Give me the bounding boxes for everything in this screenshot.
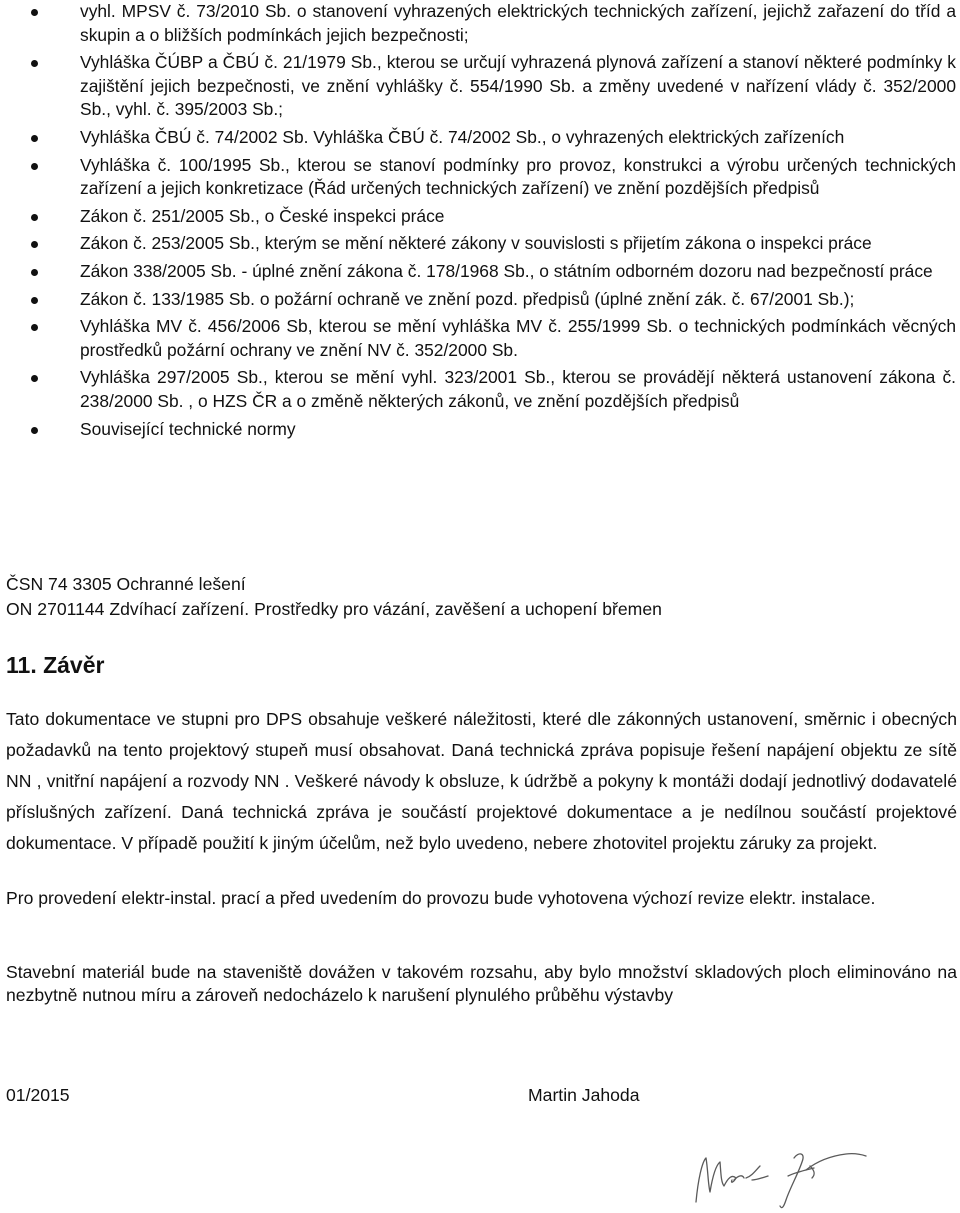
list-item-text: Vyhláška MV č. 456/2006 Sb, kterou se mění vyhláška MV č. 255/1999 Sb. o technických podmínkách věcných prostředků požární ochrany ve znění NV č. 352/2000 Sb. (80, 316, 956, 360)
list-item (0, 260, 960, 284)
standard-line: ČSN 74 3305 Ochranné lešení (6, 574, 246, 594)
bullet-icon (31, 60, 38, 67)
bullet-icon (31, 427, 38, 434)
bullet-icon (31, 297, 38, 304)
list-item-text: Vyhláška č. 100/1995 Sb., kterou se stanoví podmínky pro provoz, konstrukci a výrobu určených technických zařízení a jejich konkretizace (Řád určených technických zařízení) ve znění pozdějších předpisů (80, 154, 956, 199)
list-item-text: Zákon č. 133/1985 Sb. o požární ochraně ve znění pozd. předpisů (úplné znění zák. č. 67/2001 Sb.); (80, 288, 855, 309)
section-heading: 11. Závěr (6, 652, 105, 678)
list-item (0, 154, 960, 201)
list-item (0, 315, 960, 362)
list-item-text: Související technické normy (80, 418, 296, 439)
conclusion-paragraph: Stavební materiál bude na staveniště dovážen v takovém rozsahu, aby bylo množství skladových ploch eliminováno na nezbytně nutnou míru a zároveň nedocházelo k narušení plynulého průběhu výstavby (6, 962, 957, 1005)
standard-line: ON 2701144 Zdvíhací zařízení. Prostředky pro vázání, zavěšení a uchopení břemen (6, 599, 662, 619)
list-item (0, 288, 960, 312)
conclusion-paragraph: Tato dokumentace ve stupni pro DPS obsahuje veškeré náležitosti, které dle zákonných ustanovení, směrnic i obecných požadavků na tento projektový stupeň musí obsahovat. Daná technická zpráva popisuje řešení napájení objektu ze sítě NN , vnitřní napájení a rozvody NN . Veškeré návody k obsluze, k údržbě a pokyny k montáži dodají jednotlivý dodavatelé příslušných zařízení. Daná technická zpráva je součástí projektové dokumentace a je nedílnou součástí projektové dokumentace. V případě použití k jiným účelům, než bylo uvedeno, nebere zhotovitel projektu záruky za projekt. (6, 709, 957, 853)
bullet-icon (31, 135, 38, 142)
list-item (0, 51, 960, 122)
signature-image (690, 1140, 890, 1212)
list-item-text: vyhl. MPSV č. 73/2010 Sb. o stanovení vyhrazených elektrických technických zařízení, jejichž zařazení do tříd a skupin a o bližších podmínkách jejich bezpečnosti; (80, 1, 956, 45)
list-item-text: Zákon č. 251/2005 Sb., o České inspekci práce (80, 205, 445, 226)
conclusion-paragraph: Pro provedení elektr-instal. prací a před uvedením do provozu bude vyhotovena výchozí revize elektr. instalace. (6, 888, 876, 908)
list-item (0, 418, 960, 442)
list-item (0, 366, 960, 413)
bullet-icon (31, 269, 38, 276)
list-item-text: Vyhláška ČBÚ č. 74/2002 Sb. Vyhláška ČBÚ č. 74/2002 Sb., o vyhrazených elektrických zařízeních (80, 126, 845, 147)
list-item-text: Vyhláška 297/2005 Sb., kterou se mění vyhl. 323/2001 Sb., kterou se provádějí některá ustanovení zákona č. 238/2000 Sb. , o HZS ČR a o změně některých zákonů, ve znění pozdějších předpisů (80, 367, 956, 411)
list-item (0, 126, 960, 150)
list-item (0, 205, 960, 229)
bullet-icon (31, 9, 38, 16)
bullet-icon (31, 163, 38, 170)
list-item (0, 0, 960, 47)
author-name: Martin Jahoda (528, 1085, 640, 1105)
bullet-icon (31, 324, 38, 331)
bullet-icon (31, 214, 38, 221)
bullet-icon (31, 375, 38, 382)
document-date: 01/2015 (6, 1085, 70, 1105)
list-item-text: Vyhláška ČÚBP a ČBÚ č. 21/1979 Sb., kterou se určují vyhrazená plynová zařízení a stanoví některé podmínky k zajištění jejich bezpečnosti, ve znění vyhlášky č. 554/1990 Sb. a změny uvedené v nařízení vlády č. 352/2000 Sb., vyhl. č. 395/2003 Sb.; (80, 52, 956, 120)
list-item-text: Zákon č. 253/2005 Sb., kterým se mění některé zákony v souvislosti s přijetím zákona o inspekci práce (80, 233, 872, 254)
regulations-list (0, 0, 960, 445)
list-item (0, 232, 960, 256)
list-item-text: Zákon 338/2005 Sb. - úplné znění zákona č. 178/1968 Sb., o státním odborném dozoru nad bezpečností práce (80, 260, 933, 281)
bullet-icon (31, 241, 38, 248)
